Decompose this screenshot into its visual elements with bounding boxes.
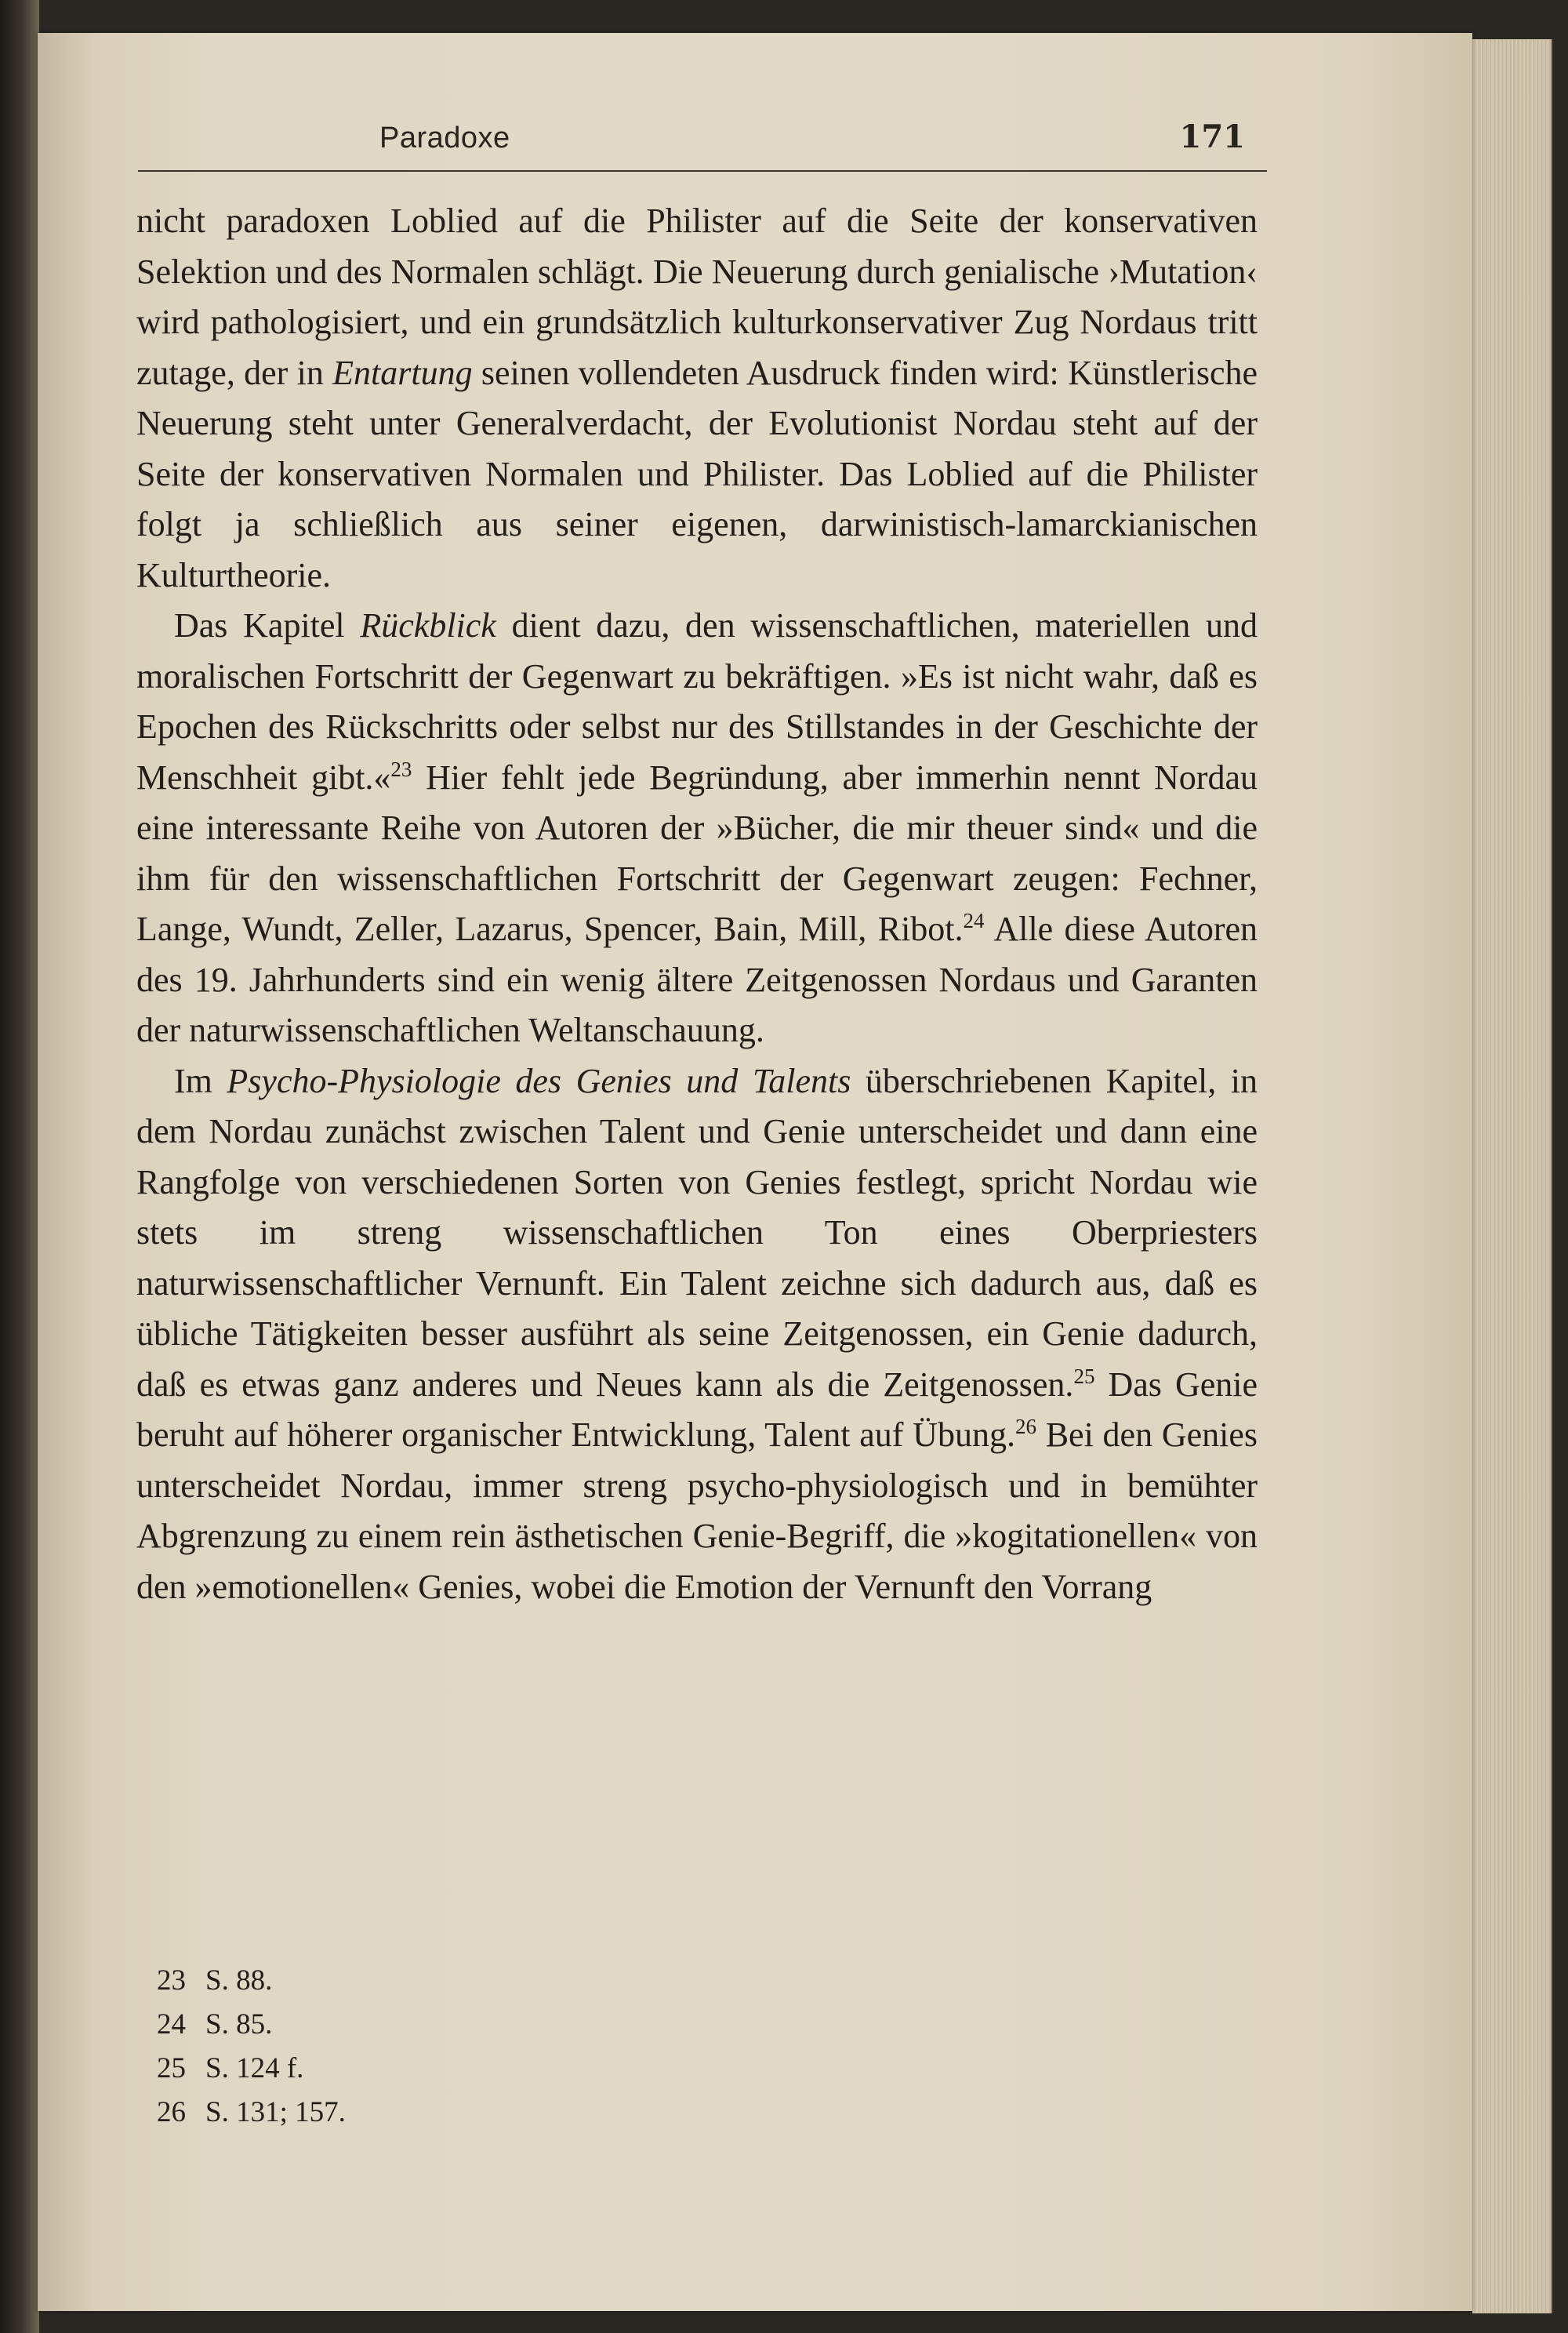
footnote-text: S. 88. [205,1964,273,1997]
footnote-ref: 24 [963,909,985,932]
footnote [157,2091,346,2135]
page-edges [1472,39,1552,2313]
running-head: Paradoxe [379,122,510,154]
text-run: Hier fehlt jede Begründung, aber immerhin nennt Nordau eine interessante Reihe von Autoren der »Bücher, die mir theuer sind« und die ihm für den wissenschaftlichen Fortschritt der Gegenwart zeugen: Fechner, Lange, Wundt, Zeller, Lazarus, Spencer, Bain, Mill, Ribot. [136,758,1258,948]
paragraph-1 [136,196,1258,601]
footnote-number: 24 [157,2008,186,2040]
page-header [138,114,1267,172]
page-number: 171 [1179,118,1245,155]
text-run: Das Genie beruht auf höherer organischer Entwicklung, Talent auf Übung. [136,1365,1258,1454]
text-run: seinen vollendeten Ausdruck finden wird: Künstlerische Neuerung steht unter Generalverdacht, der Evolutionist Nordau steht auf der Seite der konservativen Normalen und Philister. Das Loblied auf die Philister folgt ja schließlich aus seiner eigenen, darwinistisch-lamarckianischen Kulturtheorie. [136,353,1258,594]
text-run: Bei den Genies unterscheidet Nordau, immer streng psycho-physiologisch und in bemühter Abgrenzung zu einem rein ästhetischen Genie-Begriff, die »kogitationellen« von den »emotionellen« Genies, wobei die Emotion der Vernunft den Vorrang [136,1415,1258,1606]
footnote-number: 26 [157,2096,186,2128]
chapter-title-rueckblick: Rückblick [360,606,496,645]
text-run: überschriebenen Kapitel, in dem Nordau zunächst zwischen Talent und Genie unterscheidet und dann eine Rangfolge von verschiedenen Sorten von Genies festlegt, spricht Nordau wie stets im streng wissenschaftlichen Ton eines Oberpriesters naturwissenschaftlicher Vernunft. Ein Talent zeichne sich dadurch aus, daß es übliche Tätigkeiten besser ausführt als seine Zeitgenossen, ein Genie dadurch, daß es etwas ganz anderes und Neues kann als die Zeitgenossen. [136,1061,1258,1404]
text-run: Das Kapitel [174,606,361,645]
footnote [157,1959,346,2003]
footnote-ref: 23 [390,757,412,781]
paragraph-3 [136,1056,1258,1613]
paragraph-2 [136,601,1258,1056]
footnote-number: 23 [157,1964,186,1997]
chapter-title-psycho-physiologie: Psycho-Physiologie des Genies und Talents [227,1061,851,1100]
body-text [136,196,1258,1612]
text-run: Alle diese Autoren des 19. Jahrhunderts sind ein wenig ältere Zeitgenossen Nordaus und Garanten der naturwissenschaftlichen Weltanschauung. [136,910,1258,1049]
text-run: nicht paradoxen Loblied auf die Philister auf die Seite der konservativen Selektion und des Normalen schlägt. Die Neuerung durch genialische ›Mutation‹ wird pathologisiert, und ein grundsätzlich kulturkonservativer Zug Nordaus tritt zutage, der in [136,202,1258,392]
footnote-text: S. 85. [205,2008,273,2040]
book-spine-shadow [0,0,39,2333]
footnote-number: 25 [157,2052,186,2084]
book-title-entartung: Entartung [332,353,473,392]
footnote-text: S. 124 f. [205,2052,304,2084]
footnote [157,2047,346,2091]
footnote-ref: 26 [1014,1415,1036,1438]
footnote [157,2003,346,2047]
text-run: Im [174,1061,227,1100]
text-run: dient dazu, den wissenschaftlichen, materiellen und moralischen Fortschritt der Gegenwart zu bekräftigen. »Es ist nicht wahr, daß es Epochen des Rückschritts oder selbst nur des Stillstandes in der Geschichte der Menschheit gibt.« [136,606,1258,797]
footnote-text: S. 131; 157. [205,2096,346,2128]
footnotes [157,1959,346,2135]
footnote-ref: 25 [1073,1364,1095,1388]
